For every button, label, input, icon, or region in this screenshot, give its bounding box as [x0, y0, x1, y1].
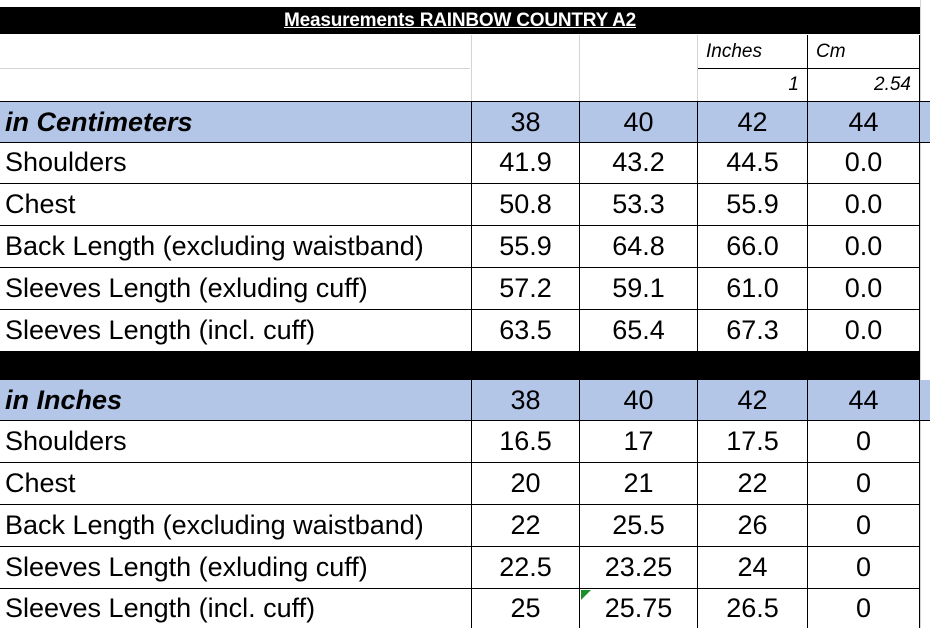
measurement-value[interactable]: 25: [472, 589, 580, 628]
unit-cm-factor[interactable]: 2.54: [808, 68, 920, 101]
empty-cell[interactable]: [472, 68, 580, 101]
measurement-value[interactable]: 66.0: [698, 226, 808, 268]
measurement-value[interactable]: 25.5: [580, 505, 698, 547]
measurement-value[interactable]: 0.0: [808, 310, 920, 352]
measurement-value[interactable]: 22.5: [472, 547, 580, 589]
table-row: [0, 505, 930, 547]
measurement-value[interactable]: 0.0: [808, 184, 920, 226]
measurement-value[interactable]: 23.25: [580, 547, 698, 589]
measurement-value[interactable]: 26: [698, 505, 808, 547]
measurement-label[interactable]: Chest: [0, 463, 472, 505]
measurement-value[interactable]: 24: [698, 547, 808, 589]
sheet-title[interactable]: Measurements RAINBOW COUNTRY A2: [283, 9, 637, 31]
table-row: [0, 589, 930, 628]
measurement-value[interactable]: 17.5: [698, 421, 808, 463]
measurement-value[interactable]: 17: [580, 421, 698, 463]
empty-cell[interactable]: [580, 68, 698, 101]
measurement-value[interactable]: 41.9: [472, 142, 580, 184]
measurement-value[interactable]: 22: [472, 505, 580, 547]
size-header[interactable]: 42: [698, 380, 808, 420]
table-row: [0, 310, 930, 352]
unit-inches-label[interactable]: Inches: [698, 35, 808, 68]
measurement-value[interactable]: 50.8: [472, 184, 580, 226]
measurement-value[interactable]: 0: [808, 547, 920, 589]
table-row: [0, 463, 930, 505]
table-row: [0, 421, 930, 463]
measurement-value[interactable]: 0: [808, 589, 920, 628]
measurement-value[interactable]: 26.5: [698, 589, 808, 628]
measurement-value[interactable]: 55.9: [698, 184, 808, 226]
size-header[interactable]: 40: [580, 380, 698, 420]
table-row: [0, 547, 930, 589]
measurement-value[interactable]: 0: [808, 505, 920, 547]
measurement-label[interactable]: Shoulders: [0, 421, 472, 463]
separator-band: [0, 351, 920, 380]
measurement-label[interactable]: Back Length (excluding waistband): [0, 226, 472, 268]
measurement-value[interactable]: 25.75: [580, 589, 698, 628]
measurement-value[interactable]: 61.0: [698, 268, 808, 310]
size-header[interactable]: 38: [472, 380, 580, 420]
measurement-label[interactable]: Shoulders: [0, 142, 472, 184]
measurement-value[interactable]: 0.0: [808, 142, 920, 184]
units-factor-row: [0, 68, 930, 101]
measurement-value[interactable]: 63.5: [472, 310, 580, 352]
empty-cell[interactable]: [472, 35, 580, 68]
size-header[interactable]: 44: [808, 380, 920, 420]
measurement-value[interactable]: 0: [808, 421, 920, 463]
inches-header-row: [0, 380, 930, 421]
measurement-value[interactable]: 55.9: [472, 226, 580, 268]
size-header[interactable]: 42: [698, 102, 808, 142]
measurement-value[interactable]: 59.1: [580, 268, 698, 310]
measurement-value[interactable]: 65.4: [580, 310, 698, 352]
size-header[interactable]: 40: [580, 102, 698, 142]
table-row: [0, 268, 930, 310]
measurement-value[interactable]: 16.5: [472, 421, 580, 463]
comment-indicator-icon[interactable]: [581, 590, 591, 600]
unit-cm-label[interactable]: Cm: [808, 35, 920, 68]
measurement-value[interactable]: 0: [808, 463, 920, 505]
measurement-label[interactable]: Back Length (excluding waistband): [0, 505, 472, 547]
title-bar: [0, 7, 920, 34]
inches-section-title[interactable]: in Inches: [0, 380, 472, 420]
table-row: [0, 184, 930, 226]
units-label-row: [0, 35, 930, 68]
table-row: [0, 142, 930, 184]
measurement-label[interactable]: Chest: [0, 184, 472, 226]
size-header[interactable]: 44: [808, 102, 920, 142]
measurement-label[interactable]: Sleeves Length (incl. cuff): [0, 310, 472, 352]
measurement-value[interactable]: 20: [472, 463, 580, 505]
measurement-value[interactable]: 0.0: [808, 226, 920, 268]
measurement-value[interactable]: 21: [580, 463, 698, 505]
measurement-value[interactable]: 53.3: [580, 184, 698, 226]
measurement-label[interactable]: Sleeves Length (exluding cuff): [0, 268, 472, 310]
measurement-label[interactable]: Sleeves Length (incl. cuff): [0, 589, 472, 628]
measurement-value[interactable]: 64.8: [580, 226, 698, 268]
size-header[interactable]: 38: [472, 102, 580, 142]
cm-header-row: [0, 101, 930, 143]
empty-cell[interactable]: [0, 68, 472, 101]
unit-inches-factor[interactable]: 1: [698, 68, 808, 101]
measurement-value[interactable]: 22: [698, 463, 808, 505]
measurement-label[interactable]: Sleeves Length (exluding cuff): [0, 547, 472, 589]
measurement-value[interactable]: 43.2: [580, 142, 698, 184]
empty-cell[interactable]: [580, 35, 698, 68]
measurement-value[interactable]: 44.5: [698, 142, 808, 184]
measurement-value[interactable]: 57.2: [472, 268, 580, 310]
table-row: [0, 226, 930, 268]
cm-section-title[interactable]: in Centimeters: [0, 102, 472, 142]
empty-cell[interactable]: [0, 35, 472, 68]
measurement-value[interactable]: 0.0: [808, 268, 920, 310]
measurement-value[interactable]: 67.3: [698, 310, 808, 352]
